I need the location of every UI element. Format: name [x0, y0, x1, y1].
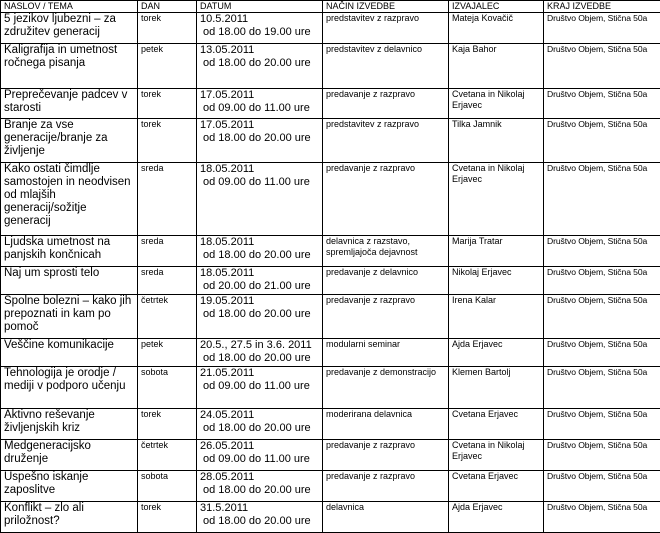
header-datum: DATUM: [197, 1, 323, 13]
datum-time: od 18.00 do 20.00 ure: [203, 351, 311, 364]
table-row: [1, 339, 660, 367]
cell-izvajalec: Ajda Erjavec: [449, 502, 544, 533]
cell-kraj: Društvo Objem, Stična 50a: [544, 367, 660, 409]
cell-dan: četrtek: [138, 440, 197, 471]
cell-kraj: Društvo Objem, Stična 50a: [544, 44, 660, 89]
cell-kraj: Društvo Objem, Stična 50a: [544, 471, 660, 502]
datum-date: 24.05.2011: [200, 409, 255, 421]
cell-kraj: Društvo Objem, Stična 50a: [544, 295, 660, 339]
cell-izvajalec: Cvetana in Nikolaj Erjavec: [449, 163, 544, 236]
cell-kraj: Društvo Objem, Stična 50a: [544, 440, 660, 471]
cell-naslov: Preprečevanje padcev v starosti: [1, 89, 138, 119]
cell-naslov: Veščine komunikacije: [1, 339, 138, 367]
cell-dan: četrtek: [138, 295, 197, 339]
cell-naslov: Medgeneracijsko druženje: [1, 440, 138, 471]
datum-date: 18.05.2011: [200, 236, 255, 248]
cell-datum: [197, 339, 323, 367]
table-row: [1, 295, 660, 339]
datum-date: 10.5.2011: [200, 13, 249, 25]
datum-time: od 18.00 do 20.00 ure: [203, 307, 311, 320]
table-row: [1, 471, 660, 502]
datum-date: 18.05.2011: [200, 163, 255, 175]
cell-datum: [197, 367, 323, 409]
cell-izvajalec: Mateja Kovačič: [449, 13, 544, 44]
cell-izvajalec: Cvetana in Nikolaj Erjavec: [449, 440, 544, 471]
cell-dan: torek: [138, 502, 197, 533]
cell-izvajalec: Klemen Bartolj: [449, 367, 544, 409]
datum-time: od 18.00 do 20.00 ure: [203, 56, 311, 69]
table-row: [1, 119, 660, 163]
cell-nacin: predavanje z delavnico: [323, 267, 449, 295]
datum-date: 18.05.2011: [200, 267, 255, 279]
cell-kraj: Društvo Objem, Stična 50a: [544, 339, 660, 367]
datum-time: od 18.00 do 20.00 ure: [203, 514, 311, 527]
table-row: [1, 163, 660, 236]
cell-dan: sreda: [138, 267, 197, 295]
datum-date: 21.05.2011: [200, 367, 255, 379]
datum-date: 17.05.2011: [200, 89, 255, 101]
datum-date: 20.5., 27.5 in 3.6. 2011: [200, 339, 312, 351]
cell-dan: torek: [138, 409, 197, 440]
cell-kraj: Društvo Objem, Stična 50a: [544, 13, 660, 44]
table-row: [1, 236, 660, 267]
cell-dan: torek: [138, 13, 197, 44]
datum-time: od 18.00 do 20.00 ure: [203, 248, 311, 261]
cell-kraj: Društvo Objem, Stična 50a: [544, 119, 660, 163]
cell-datum: [197, 409, 323, 440]
cell-nacin: delavnica: [323, 502, 449, 533]
cell-kraj: Društvo Objem, Stična 50a: [544, 267, 660, 295]
cell-nacin: delavnica z razstavo, spremljajoča dejavnost: [323, 236, 449, 267]
table-row: [1, 89, 660, 119]
cell-naslov: Uspešno iskanje zaposlitve: [1, 471, 138, 502]
cell-izvajalec: Tilka Jamnik: [449, 119, 544, 163]
cell-nacin: predstavitev z razpravo: [323, 119, 449, 163]
cell-izvajalec: Nikolaj Erjavec: [449, 267, 544, 295]
cell-dan: sreda: [138, 236, 197, 267]
cell-datum: [197, 163, 323, 236]
cell-datum: [197, 13, 323, 44]
cell-izvajalec: Cvetana Erjavec: [449, 471, 544, 502]
cell-datum: [197, 236, 323, 267]
cell-datum: [197, 267, 323, 295]
cell-naslov: Spolne bolezni – kako jih prepoznati in kam po pomoč: [1, 295, 138, 339]
cell-datum: [197, 295, 323, 339]
header-nacin: NAČIN IZVEDBE: [323, 1, 449, 13]
cell-dan: torek: [138, 89, 197, 119]
datum-time: od 18.00 do 19.00 ure: [203, 25, 311, 38]
cell-naslov: Tehnologija je orodje / mediji v podporo učenju: [1, 367, 138, 409]
datum-time: od 18.00 do 20.00 ure: [203, 483, 311, 496]
datum-time: od 18.00 do 20.00 ure: [203, 131, 311, 144]
cell-nacin: modularni seminar: [323, 339, 449, 367]
header-kraj: KRAJ IZVEDBE: [544, 1, 660, 13]
cell-naslov: Aktivno reševanje življenjskih kriz: [1, 409, 138, 440]
cell-naslov: Konflikt – zlo ali priložnost?: [1, 502, 138, 533]
cell-dan: petek: [138, 44, 197, 89]
cell-naslov: Branje za vse generacije/branje za življenje: [1, 119, 138, 163]
cell-datum: [197, 119, 323, 163]
datum-time: od 20.00 do 21.00 ure: [203, 279, 311, 292]
table-row: [1, 440, 660, 471]
cell-izvajalec: Ajda Erjavec: [449, 339, 544, 367]
cell-nacin: moderirana delavnica: [323, 409, 449, 440]
table-row: [1, 502, 660, 533]
datum-time: od 18.00 do 20.00 ure: [203, 421, 311, 434]
cell-naslov: Ljudska umetnost na panjskih končnicah: [1, 236, 138, 267]
cell-datum: [197, 44, 323, 89]
table-row: [1, 267, 660, 295]
cell-naslov: 5 jezikov ljubezni – za združitev generacij: [1, 13, 138, 44]
cell-kraj: Društvo Objem, Stična 50a: [544, 163, 660, 236]
cell-dan: petek: [138, 339, 197, 367]
table-row: [1, 13, 660, 44]
cell-nacin: predavanje z demonstracijo: [323, 367, 449, 409]
cell-nacin: predavanje z razpravo: [323, 163, 449, 236]
header-row: [1, 1, 660, 13]
cell-izvajalec: Cvetana in Nikolaj Erjavec: [449, 89, 544, 119]
cell-datum: [197, 440, 323, 471]
cell-nacin: predavanje z razpravo: [323, 89, 449, 119]
header-naslov: NASLOV / TEMA: [1, 1, 138, 13]
header-izvajalec: IZVAJALEC: [449, 1, 544, 13]
cell-kraj: Društvo Objem, Stična 50a: [544, 409, 660, 440]
cell-datum: [197, 89, 323, 119]
cell-nacin: predstavitev z razpravo: [323, 13, 449, 44]
cell-dan: torek: [138, 119, 197, 163]
header-dan: DAN: [138, 1, 197, 13]
cell-naslov: Kako ostati čimdlje samostojen in neodvisen od mlajših generacij/sožitje generacij: [1, 163, 138, 236]
datum-time: od 09.00 do 11.00 ure: [203, 175, 310, 188]
datum-date: 17.05.2011: [200, 119, 255, 131]
cell-kraj: Društvo Objem, Stična 50a: [544, 89, 660, 119]
datum-date: 28.05.2011: [200, 471, 255, 483]
datum-time: od 09.00 do 11.00 ure: [203, 379, 310, 392]
cell-datum: [197, 502, 323, 533]
datum-date: 19.05.2011: [200, 295, 255, 307]
datum-date: 26.05.2011: [200, 440, 255, 452]
cell-izvajalec: Irena Kalar: [449, 295, 544, 339]
datum-date: 31.5.2011: [200, 502, 249, 514]
cell-nacin: predavanje z razpravo: [323, 440, 449, 471]
cell-kraj: Društvo Objem, Stična 50a: [544, 502, 660, 533]
datum-time: od 09.00 do 11.00 ure: [203, 101, 310, 114]
cell-nacin: predavanje z razpravo: [323, 295, 449, 339]
cell-nacin: predstavitev z delavnico: [323, 44, 449, 89]
cell-izvajalec: Kaja Bahor: [449, 44, 544, 89]
cell-izvajalec: Cvetana Erjavec: [449, 409, 544, 440]
cell-datum: [197, 471, 323, 502]
cell-naslov: Naj um sprosti telo: [1, 267, 138, 295]
cell-dan: sobota: [138, 471, 197, 502]
cell-dan: sreda: [138, 163, 197, 236]
datum-date: 13.05.2011: [200, 44, 255, 56]
table-row: [1, 409, 660, 440]
table-row: [1, 44, 660, 89]
table-row: [1, 367, 660, 409]
datum-time: od 09.00 do 11.00 ure: [203, 452, 310, 465]
cell-izvajalec: Marija Tratar: [449, 236, 544, 267]
cell-kraj: Društvo Objem, Stična 50a: [544, 236, 660, 267]
cell-nacin: predavanje z razpravo: [323, 471, 449, 502]
cell-dan: sobota: [138, 367, 197, 409]
cell-naslov: Kaligrafija in umetnost ročnega pisanja: [1, 44, 138, 89]
